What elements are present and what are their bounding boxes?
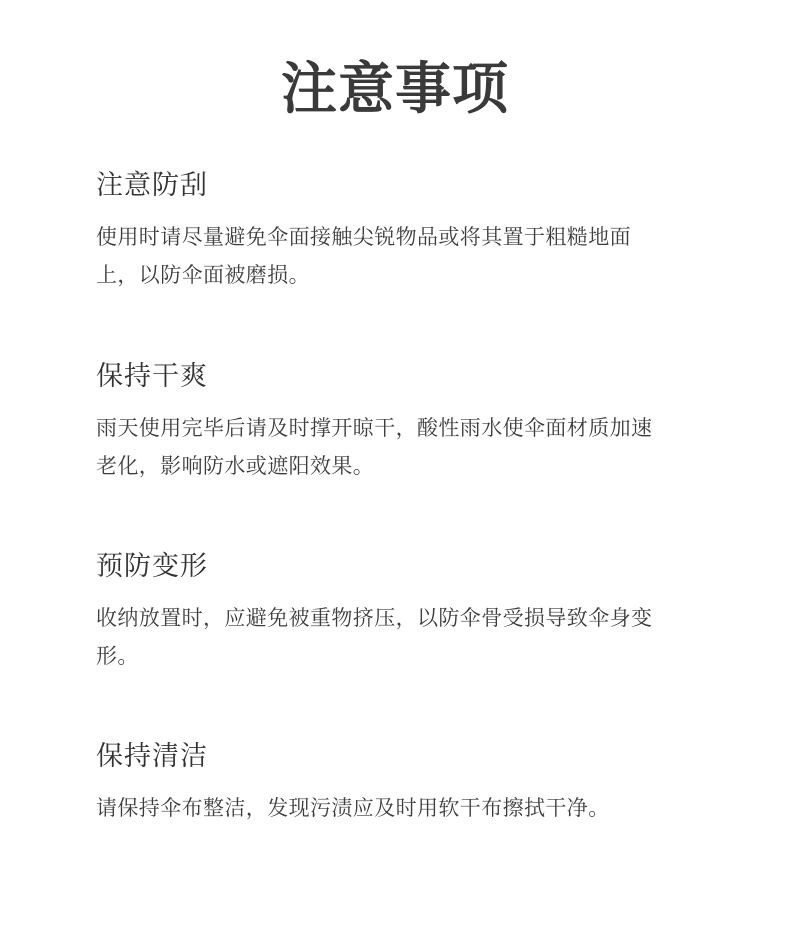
notice-section-deform	[96, 549, 676, 675]
notice-section-clean	[96, 739, 676, 827]
section-body: 使用时请尽量避免伞面接触尖锐物品或将其置于粗糙地面上，以防伞面被磨损。	[96, 225, 631, 287]
section-heading: 保持干爽	[96, 361, 208, 392]
notice-section-dry	[96, 359, 676, 485]
section-heading: 预防变形	[96, 551, 208, 582]
section-body: 收纳放置时，应避免被重物挤压，以防伞骨受损导致伞身变形。	[96, 606, 653, 668]
page-title: 注意事项	[281, 57, 509, 122]
section-body: 请保持伞布整洁，发现污渍应及时用软干布擦拭干净。	[96, 796, 610, 820]
notice-section-scratch	[96, 168, 676, 294]
section-heading: 注意防刮	[96, 170, 208, 201]
section-heading: 保持清洁	[96, 741, 208, 772]
section-body: 雨天使用完毕后请及时撑开晾干，酸性雨水使伞面材质加速老化，影响防水或遮阳效果。	[96, 416, 653, 478]
